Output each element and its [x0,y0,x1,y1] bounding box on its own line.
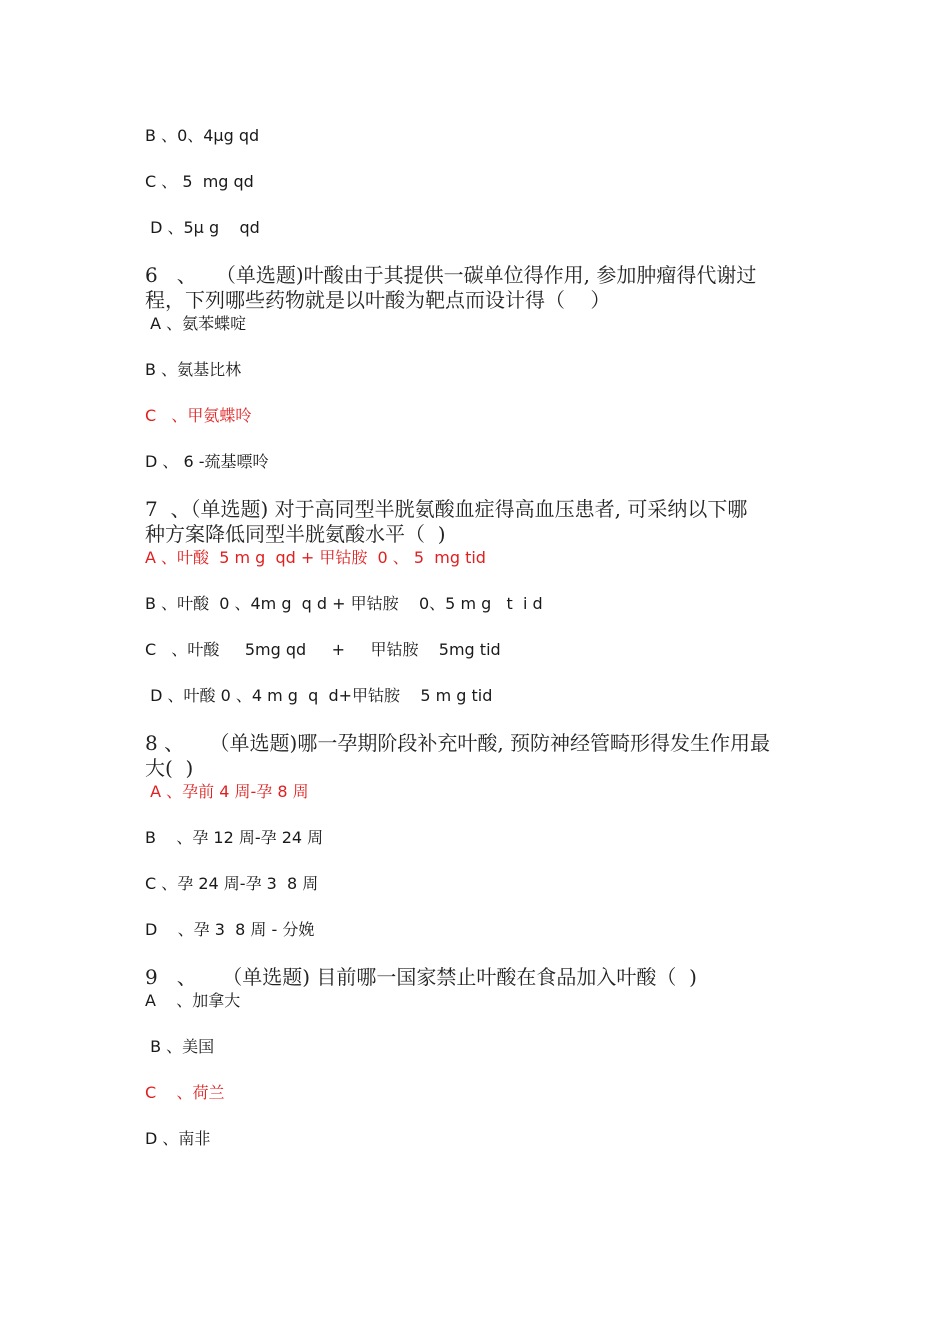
question-9-option-d: D 、南非 [145,1129,211,1148]
question-6-stem-line1: 6 、 （单选题)叶酸由于其提供一碳单位得作用, 参加肿瘤得代谢过 [145,263,757,287]
question-6-option-c-correct: C 、甲氨蝶呤 [145,406,252,425]
question-7-stem-line2: 种方案降低同型半胱氨酸水平（ ) [145,522,446,546]
question-8-stem-line2: 大( ) [145,756,194,780]
question-9-option-b: B 、美国 [145,1037,215,1056]
question-8-stem-line1: 8 、 （单选题)哪一孕期阶段补充叶酸, 预防神经管畸形得发生作用最 [145,731,771,755]
option-b: B 、0、4μg qd [145,126,260,145]
question-9-option-a: A 、加拿大 [145,991,241,1010]
question-6-option-b: B 、氨基比林 [145,360,242,379]
question-9-stem-line1: 9 、 （单选题) 目前哪一国家禁止叶酸在食品加入叶酸（ ) [145,965,697,989]
option-c: C 、 5 mg qd [145,172,254,191]
question-8-option-a-correct: A 、孕前 4 周-孕 8 周 [145,782,309,801]
option-d: D 、5μ g qd [145,218,260,237]
question-6-stem-line2: 程，下列哪些药物就是以叶酸为靶点而设计得（ ） [145,288,611,312]
question-7-option-d: D 、叶酸 0 、4 m g q d+甲钴胺 5 m g tid [145,686,493,705]
question-6-option-a: A 、氨苯蝶啶 [145,314,247,333]
question-9-option-c-correct: C 、荷兰 [145,1083,225,1102]
question-7-option-b: B 、叶酸 0 、4m g q d + 甲钴胺 0、5 m g t i d [145,594,543,613]
question-6-option-d: D 、 6 -巯基嘌呤 [145,452,269,471]
question-7-stem-line1: 7 、（单选题) 对于高同型半胱氨酸血症得高血压患者, 可采纳以下哪 [145,497,748,521]
question-8-option-b: B 、孕 12 周-孕 24 周 [145,828,324,847]
question-8-option-d: D 、孕 3 8 周 - 分娩 [145,920,315,939]
question-7-option-c: C 、叶酸 5mg qd + 甲钴胺 5mg tid [145,640,501,659]
question-8-option-c: C 、孕 24 周-孕 3 8 周 [145,874,319,893]
question-7-option-a-correct: A 、叶酸 5 m g qd + 甲钴胺 0 、 5 mg tid [145,548,486,567]
